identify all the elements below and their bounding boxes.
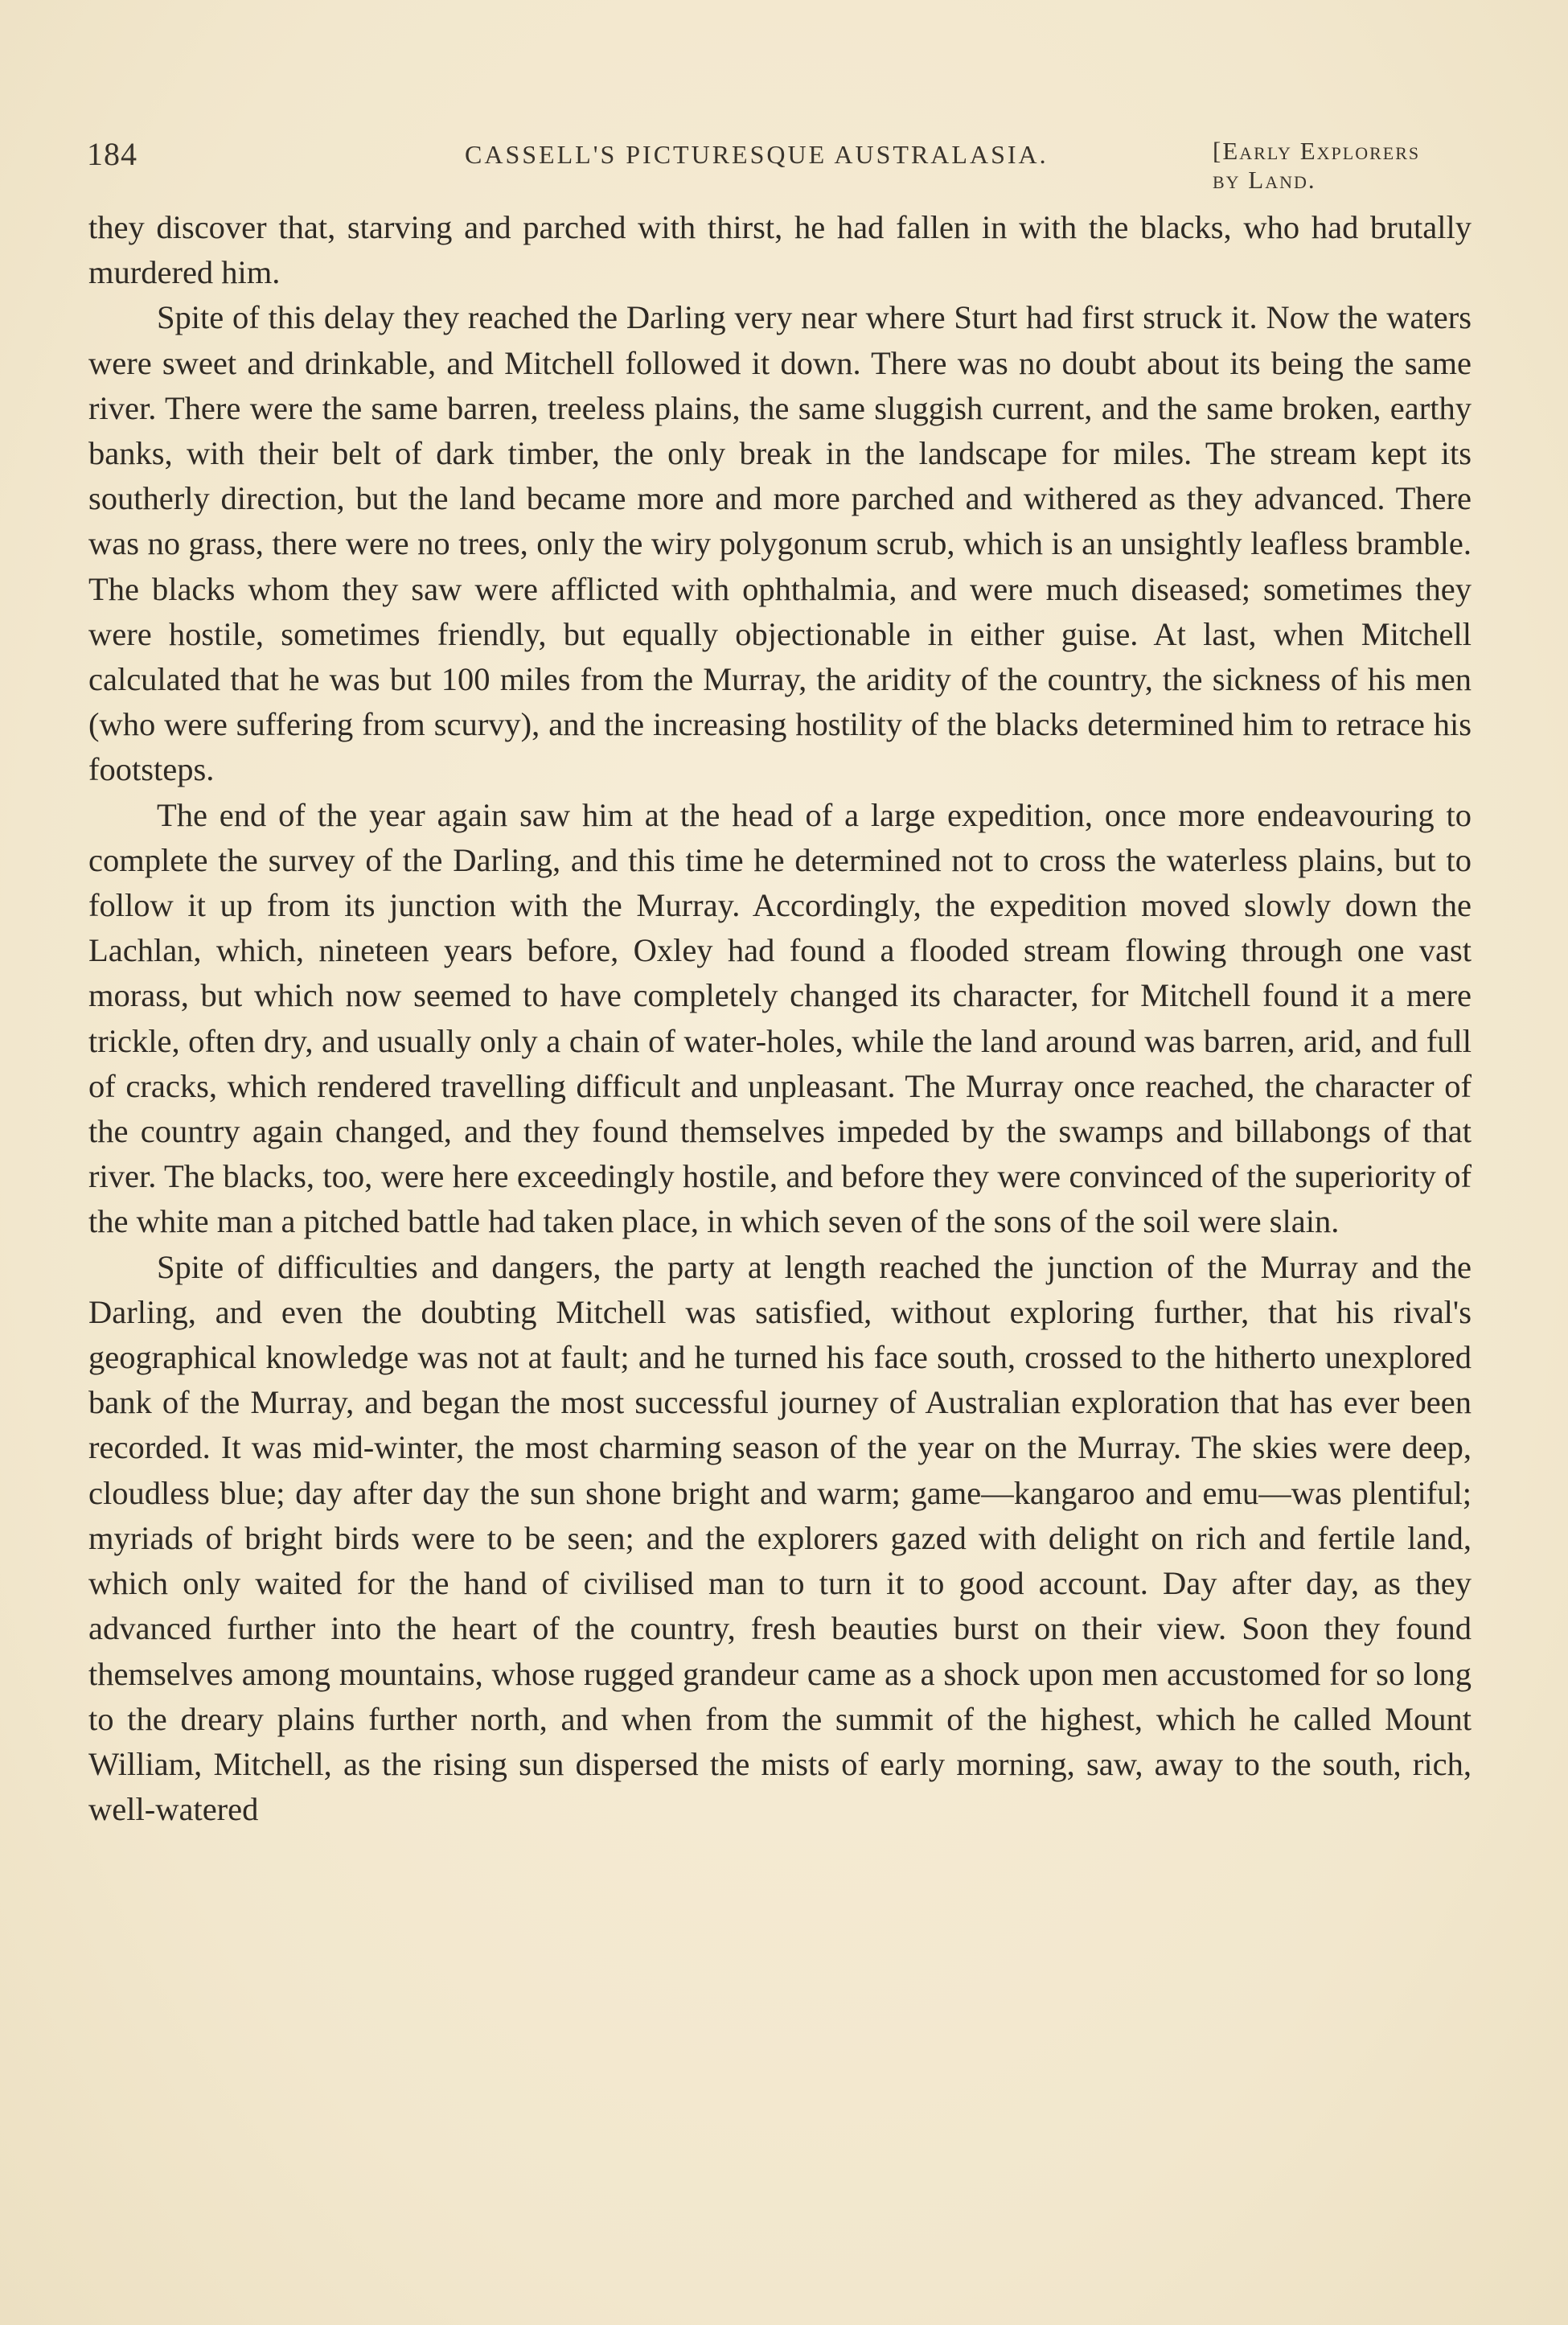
page-number: 184 <box>87 136 138 172</box>
body-text <box>88 205 1472 1832</box>
paragraph: The end of the year again saw him at the head of a large expedition, once more endeavouring to complete the survey of the Darling, and this time he determined not to cross the waterless plains, but to follow it up from its junction with the Murray. Accordingly, the expedition moved slowly down the Lachlan, which, nineteen years before, Oxley had found a flooded stream flowing through one vast morass, but which now seemed to have completely changed its character, for Mitchell found it a mere trickle, often dry, and usually only a chain of water-holes, while the land around was barren, arid, and full of cracks, which rendered travelling difficult and unpleasant. The Murray once reached, the character of the country again changed, and they found themselves impeded by the swamps and billabongs of that river. The blacks, too, were here exceedingly hostile, and before they were convinced of the superiority of the white man a pitched battle had taken place, in which seven of the sons of the soil were slain. <box>88 796 1472 1240</box>
book-title: CASSELL'S PICTURESQUE AUSTRALASIA. <box>465 140 1049 169</box>
paragraph-continued: they discover that, starving and parched with thirst, he had fallen in with the blacks, who had brutally murdered him. <box>88 209 1472 291</box>
paragraph: Spite of difficulties and dangers, the party at length reached the junction of the Murray and the Darling, and even the doubting Mitchell was satisfied, without exploring further, that his rival's geographical knowledge was not at fault; and he turned his face south, crossed to the hitherto unexplored bank of the Murray, and began the most successful journey of Australian exploration that has ever been recorded. It was mid-winter, the most charming season of the year on the Murray. The skies were deep, cloudless blue; day after day the sun shone bright and warm; game—kangaroo and emu—was plentiful; myriads of bright birds were to be seen; and the explorers gazed with delight on rich and fertile land, which only waited for the hand of civilised man to turn it to good account. Day after day, as they advanced further into the heart of the country, fresh beauties burst on their view. Soon they found themselves among mountains, whose rugged grandeur came as a shock upon men accustomed for so long to the dreary plains further north, and when from the summit of the highest, which he called Mount William, Mitchell, as the rising sun dispersed the mists of early morning, saw, away to the south, rich, well-watered <box>88 1248 1472 1828</box>
section-title: [Early Explorers by Land. <box>1213 137 1421 194</box>
running-head <box>87 135 1454 194</box>
paragraph: Spite of this delay they reached the Darling very near where Sturt had first struck it. Now the waters were sweet and drinkable, and Mitchell followed it down. There was no doubt about its being the same river. There were the same barren, treeless plains, the same sluggish current, and the same broken, earthy banks, with their belt of dark timber, the only break in the landscape for miles. The stream kept its southerly direction, but the land became more and more parched and withered as they advanced. There was no grass, there were no trees, only the wiry polygonum scrub, which is an unsightly leafless bramble. The blacks whom they saw were afflicted with ophthalmia, and were much diseased; sometimes they were hostile, sometimes friendly, but equally objectionable in either guise. At last, when Mitchell calculated that he was but 100 miles from the Murray, the aridity of the country, the sickness of his men (who were suffering from scurvy), and the increasing hostility of the blacks determined him to retrace his footsteps. <box>88 299 1472 788</box>
